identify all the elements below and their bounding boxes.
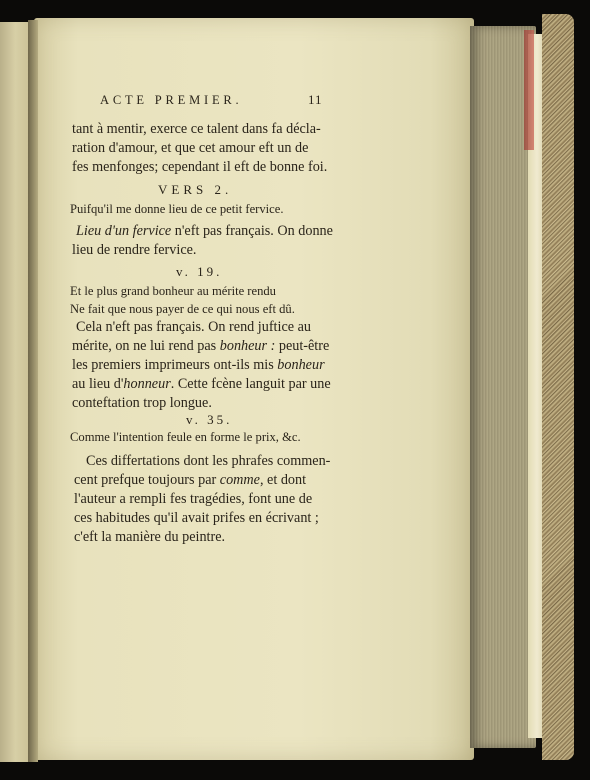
verse-line: Et le plus grand bonheur au mérite rendu: [70, 284, 276, 298]
binding-red-edge: [524, 30, 534, 150]
paragraph-3: [72, 318, 351, 413]
italic-text: comme: [219, 472, 260, 488]
section-heading-v35: v. 35.: [186, 412, 233, 427]
text-line: Ces differtations dont les phrafes commen-: [86, 453, 331, 469]
text-line: conteftation trop longue.: [72, 395, 212, 411]
running-head: [100, 93, 350, 108]
gilt-binding-edge: [542, 14, 574, 760]
text-line: Cela n'eft pas français. On rend juftice au: [76, 319, 311, 335]
text-span: . Cette fcène languit par une: [170, 376, 331, 392]
verse-quote-v2: Puifqu'il me donne lieu de ce petit fervice.: [70, 202, 284, 216]
text-line: l'auteur a rempli fes tragédies, font une de: [74, 491, 313, 507]
text-line: [72, 337, 351, 356]
verse-quote-v19: [70, 282, 295, 318]
paragraph-4: [74, 452, 344, 547]
section-heading-vers-2: VERS 2.: [158, 182, 233, 197]
text-line: c'eft la manière du peintre.: [74, 529, 226, 545]
text-span: peut-être: [275, 338, 330, 354]
text-line: lieu de rendre fervice.: [72, 242, 197, 258]
text-span: au lieu d': [72, 376, 124, 392]
paragraph-1: [72, 120, 347, 177]
text-line: [74, 471, 344, 490]
italic-text: honneur: [123, 376, 171, 392]
text-span: cent prefque toujours par: [74, 472, 220, 488]
section-heading-v19: v. 19.: [176, 264, 223, 279]
text-span: mérite, on ne lui rend pas: [72, 338, 220, 354]
text-line: [76, 222, 351, 241]
text-span: les premiers imprimeurs ont-ils mis: [72, 357, 278, 373]
paragraph-2: [72, 222, 351, 260]
text-span: , et dont: [259, 472, 307, 488]
italic-text: bonheur :: [219, 338, 276, 354]
page-number: 11: [308, 92, 323, 107]
page-gutter: [28, 20, 38, 762]
text-line: [72, 356, 351, 375]
verse-line: Ne fait que nous payer de ce qui nous eft dû.: [70, 302, 295, 316]
italic-text: Lieu d'un fervice: [76, 223, 172, 239]
italic-text: bonheur: [277, 357, 325, 373]
text-line: ces habitudes qu'il avait prifes en écrivant ;: [74, 510, 319, 526]
text-span: n'eft pas français. On donne: [171, 223, 333, 239]
text-line: tant à mentir, exerce ce talent dans fa décla-: [72, 121, 321, 137]
text-line: ration d'amour, et que cet amour eft un de: [72, 140, 309, 156]
verse-quote-v35: Comme l'intention feule en forme le prix, &c.: [70, 430, 301, 444]
text-line: [72, 375, 351, 394]
text-line: fes menfonges; cependant il eft de bonne foi.: [72, 159, 328, 175]
running-head-title: ACTE PREMIER.: [100, 93, 243, 107]
